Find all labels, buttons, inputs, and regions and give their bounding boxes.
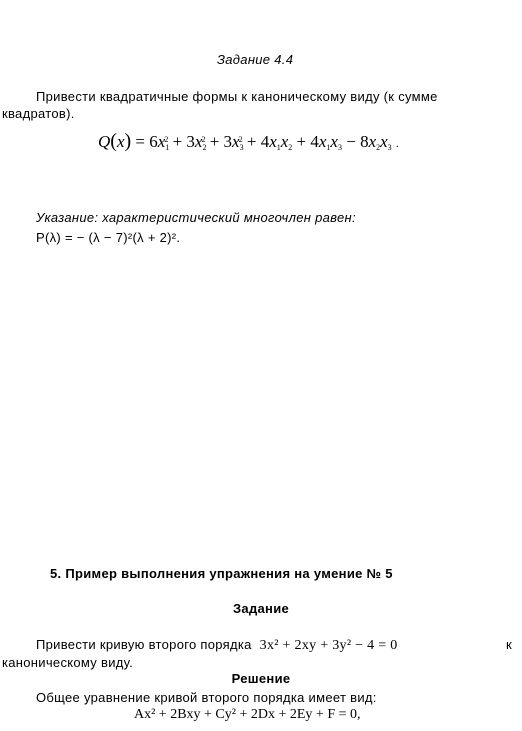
- curve-task-line2: каноническому виду.: [2, 655, 134, 670]
- section-heading: 5. Пример выполнения упражнения на умение № 5: [50, 566, 393, 581]
- general-equation-text: Общее уравнение кривой второго порядка имеет вид:: [36, 690, 377, 705]
- curve-task-text: Привести кривую второго порядка 3x² + 2xy + 3y² − 4 = 0: [36, 637, 398, 653]
- task-title: Задание 4.4: [217, 52, 294, 67]
- task-text-line1: Привести квадратичные формы к каноническому виду (к сумме: [36, 89, 438, 104]
- general-equation: Ax² + 2Bxy + Cy² + 2Dx + 2Ey + F = 0,: [134, 707, 361, 722]
- curve-task-k: к: [506, 637, 512, 652]
- hint-label: Указание: характеристический многочлен равен:: [36, 210, 356, 225]
- curve-equation: 3x² + 2xy + 3y² − 4 = 0: [259, 638, 398, 653]
- task-text-line2: квадратов).: [2, 106, 75, 121]
- task-heading: Задание: [232, 601, 290, 616]
- solution-heading: Решение: [231, 671, 291, 686]
- quadratic-form-formula: $Q(x) = 6x_1^2 + 3x_2^2 + 3x_3^2 + 4x_1x_2 + 4x_1x_3 - 8x_2x_3$ .: [98, 130, 399, 152]
- hint-formula: P(λ) = − (λ − 7)²(λ + 2)².: [36, 230, 181, 245]
